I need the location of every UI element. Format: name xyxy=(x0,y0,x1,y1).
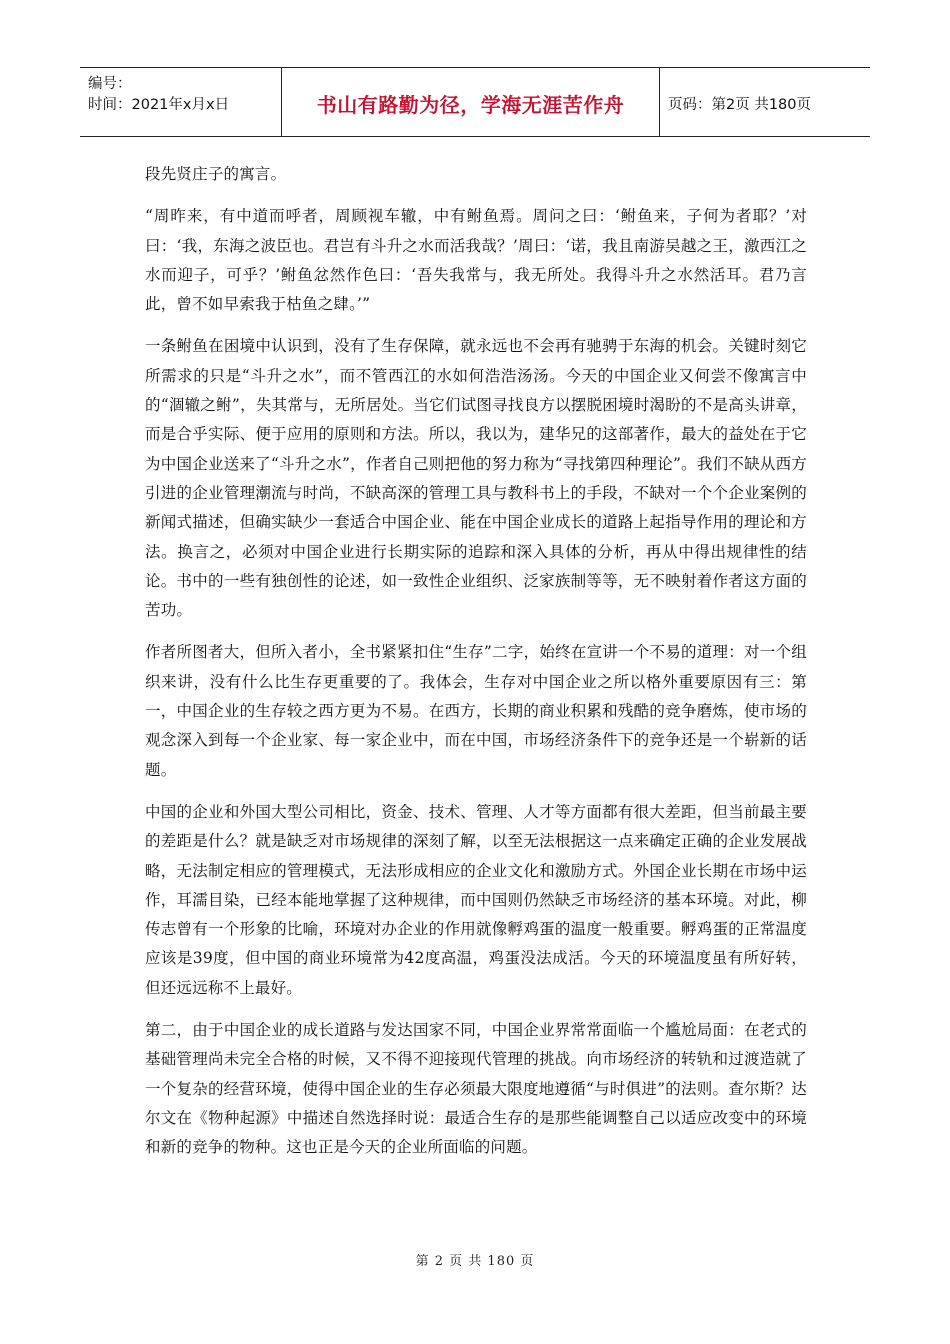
body-paragraph: 一条鲋鱼在困境中认识到，没有了生存保障，就永远也不会再有驰骋于东海的机会。关键时刻它所需求的只是“斗升之水”，而不管西江的水如何浩浩汤汤。今天的中国企业又何尝不像寓言中的“涸辙之鲋”，失其常与，无所居处。当它们试图寻找良方以摆脱困境时渴盼的不是高头讲章，而是合乎实际、便于应用的原则和方法。所以，我以为，建华兄的这部著作，最大的益处在于它为中国企业送来了“斗升之水”，作者自己则把他的努力称为“寻找第四种理论”。我们不缺从西方引进的企业管理潮流与时尚，不缺高深的管理工具与教科书上的手段，不缺对一个个企业案例的新闻式描述，但确实缺少一套适合中国企业、能在中国企业成长的道路上起指导作用的理论和方法。换言之，必须对中国企业进行长期实际的追踪和深入具体的分析，再从中得出规律性的结论。书中的一些有独创性的论述，如一致性企业组织、泛家族制等等，无不映射着作者这方面的苦功。 xyxy=(145,337,807,620)
header-page-info: 页码：第2页 共180页 xyxy=(668,96,812,113)
header-meta xyxy=(80,68,282,136)
document-date: 时间：2021年x月x日 xyxy=(88,97,230,113)
body-paragraph: 中国的企业和外国大型公司相比，资金、技术、管理、人才等方面都有很大差距，但当前最主要的差距是什么？就是缺乏对市场规律的深刻了解，以至无法根据这一点来确定正确的企业发展战略，无法制定相应的管理模式，无法形成相应的企业文化和激励方式。外国企业长期在市场中运作，耳濡目染，已经本能地掌握了这种规律，而中国则仍然缺乏市场经济的基本环境。对此，柳传志曾有一个形象的比喻，环境对办企业的作用就像孵鸡蛋的温度一般重要。孵鸡蛋的正常温度应该是39度，但中国的商业环境常为42度高温，鸡蛋没法成活。今天的环境温度虽有所好转，但还远远称不上最好。 xyxy=(145,802,807,997)
body-paragraph: 作者所图者大，但所入者小，全书紧紧扣住“生存”二字，始终在宣讲一个不易的道理：对一个组织来讲，没有什么比生存更重要的了。我体会，生存对中国企业之所以格外重要原因有三：第一，中国企业的生存较之西方更为不易。在西方，长期的商业积累和残酷的竞争磨炼，使市场的观念深入到每一个企业家、每一家企业中，而在中国，市场经济条件下的竞争还是一个崭新的话题。 xyxy=(145,643,807,779)
header-motto-cell xyxy=(282,68,660,136)
body-paragraph: 第二，由于中国企业的成长道路与发达国家不同，中国企业界常常面临一个尴尬局面：在老式的基础管理尚未完全合格的时候，又不得不迎接现代管理的挑战。向市场经济的转轨和过渡造就了一个复杂的经营环境，使得中国企业的生存必须最大限度地遵循“与时俱进”的法则。查尔斯？达尔文在《物种起源》中描述自然选择时说：最适合生存的是那些能调整自己以适应改变中的环境和新的竞争的物种。这也正是今天的企业所面临的问题。 xyxy=(145,1021,807,1157)
document-body xyxy=(145,160,807,1176)
page-footer: 第 2 页 共 180 页 xyxy=(415,1254,535,1269)
body-paragraph: 段先贤庄子的寓言。 xyxy=(145,165,287,183)
header-motto: 书山有路勤为径，学海无涯苦作舟 xyxy=(316,92,625,117)
document-number-label: 编号： xyxy=(88,76,132,92)
header-page-info-cell xyxy=(660,68,870,136)
body-paragraph: “周昨来，有中道而呼者，周顾视车辙，中有鲋鱼焉。周问之曰：‘鲋鱼来，子何为者耶？’对曰：‘我，东海之波臣也。君岂有斗升之水而活我哉？’周曰：‘诺，我且南游吴越之王，激西江之水而迎子，可乎？’鲋鱼忿然作色曰：‘吾失我常与，我无所处。我得斗升之水然活耳。君乃言此，曾不如早索我于枯鱼之肆。’” xyxy=(145,207,807,314)
document-header xyxy=(80,67,870,137)
